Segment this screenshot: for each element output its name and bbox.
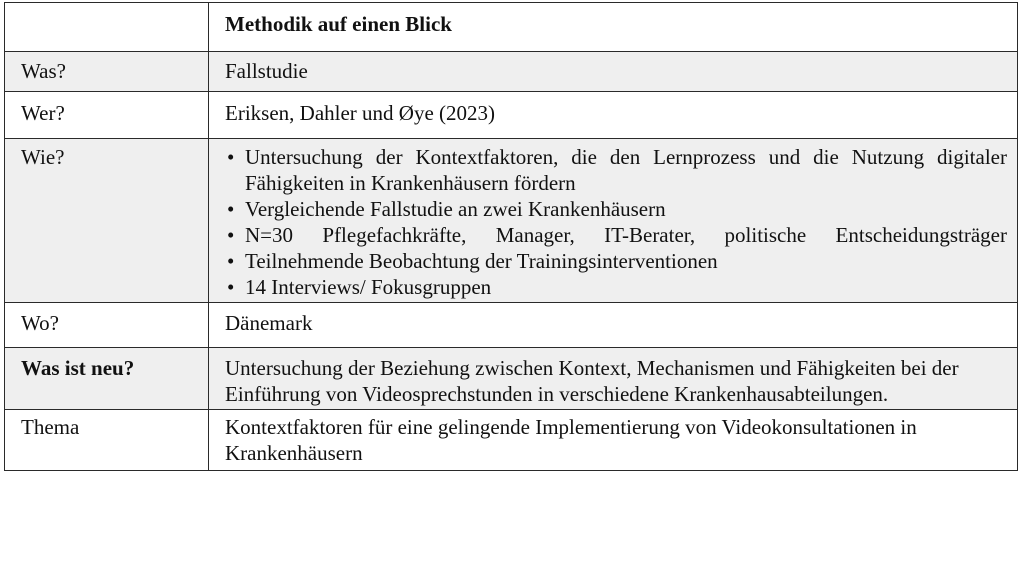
- table-row-wie: [5, 139, 1018, 303]
- table-row-thema: [5, 410, 1018, 471]
- row-label-thema: Thema: [5, 410, 209, 471]
- header-label-cell: [5, 3, 209, 52]
- row-value-wo: Dänemark: [209, 303, 1018, 348]
- table-row-was-ist-neu: [5, 348, 1018, 410]
- table-row-was: [5, 52, 1018, 92]
- table-row-wer: [5, 92, 1018, 139]
- row-value-wie: [209, 139, 1018, 303]
- row-label-wer: Wer?: [5, 92, 209, 139]
- table-title: Methodik auf einen Blick: [209, 3, 1018, 52]
- method-bullet-list: [225, 144, 1007, 300]
- row-label-wie: Wie?: [5, 139, 209, 303]
- row-value-was-ist-neu: Untersuchung der Beziehung zwischen Kontext, Mechanismen und Fähigkeiten bei der Einführung von Videosprechstunden in verschiedene Krankenhausabteilungen.: [209, 348, 1018, 410]
- table-row-wo: [5, 303, 1018, 348]
- row-value-wer: Eriksen, Dahler und Øye (2023): [209, 92, 1018, 139]
- methodology-table: [4, 2, 1018, 471]
- bullet-item: • Vergleichende Fallstudie an zwei Krankenhäusern: [225, 196, 1007, 222]
- row-label-was-ist-neu: Was ist neu?: [5, 348, 209, 410]
- bullet-item: • Teilnehmende Beobachtung der Trainingsinterventionen: [225, 248, 1007, 274]
- row-label-wo: Wo?: [5, 303, 209, 348]
- bullet-item: • Untersuchung der Kontextfaktoren, die den Lernprozess und die Nutzung digitaler Fähigkeiten in Krankenhäusern fördern: [225, 144, 1007, 196]
- row-label-was: Was?: [5, 52, 209, 92]
- bullet-item: • N=30 Pflegefachkräfte, Manager, IT-Berater, politische Entscheidungsträger: [225, 222, 1007, 248]
- row-value-was: Fallstudie: [209, 52, 1018, 92]
- table-header-row: [5, 3, 1018, 52]
- bullet-item: • 14 Interviews/ Fokusgruppen: [225, 274, 1007, 300]
- row-value-thema: Kontextfaktoren für eine gelingende Implementierung von Videokonsultationen in Krankenhäusern: [209, 410, 1018, 471]
